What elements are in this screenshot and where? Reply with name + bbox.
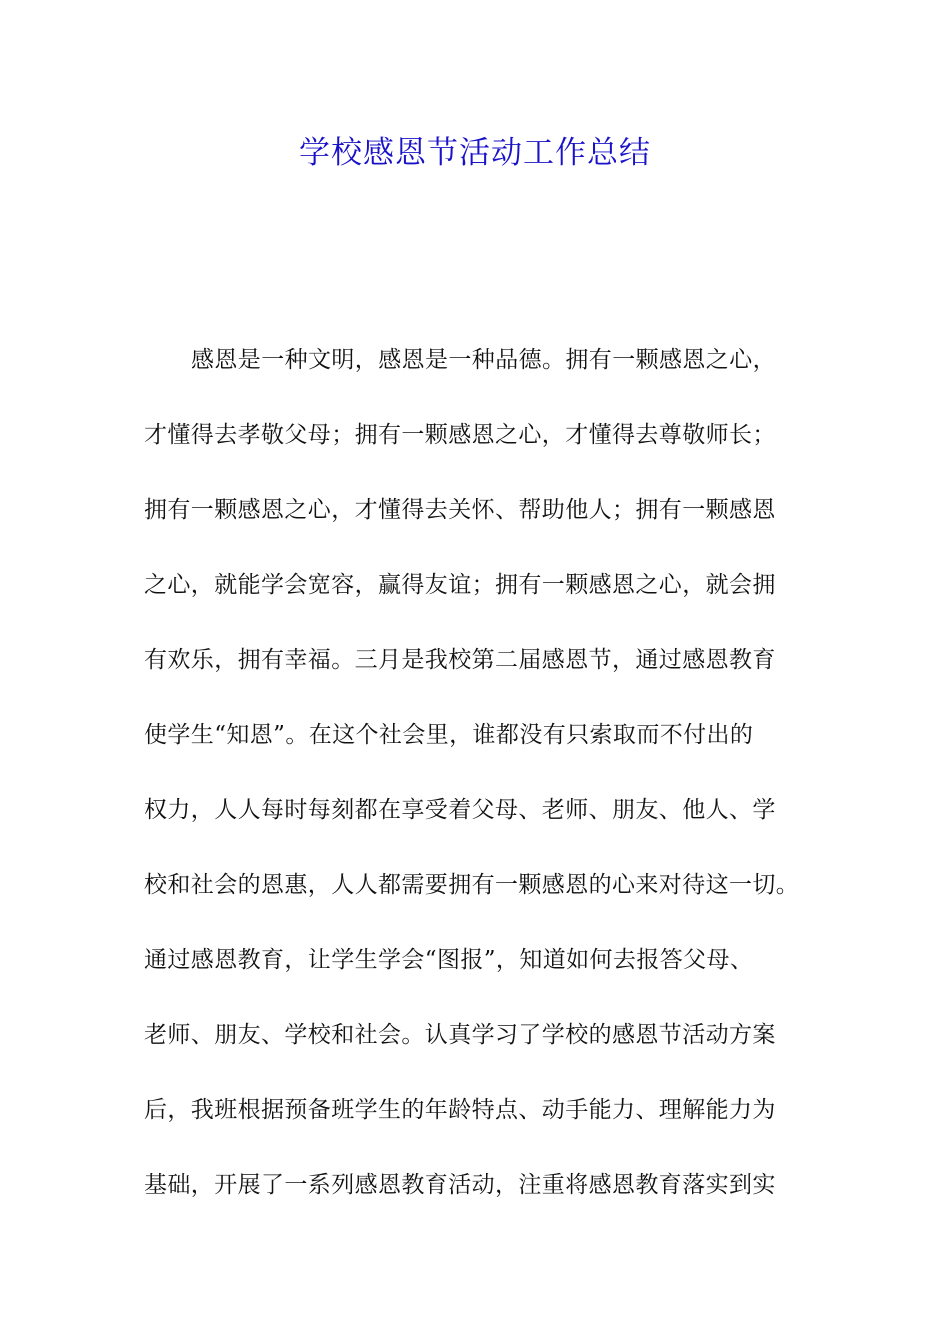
- body-line: 权力，人人每时每刻都在享受着父母、老师、朋友、他人、学: [144, 797, 776, 823]
- body-line: 有欢乐，拥有幸福。三月是我校第二届感恩节，通过感恩教育: [144, 647, 776, 673]
- body-line: 后，我班根据预备班学生的年龄特点、动手能力、理解能力为: [144, 1097, 776, 1123]
- body-line: 拥有一颗感恩之心，才懂得去关怀、帮助他人；拥有一颗感恩: [144, 497, 776, 523]
- body-line: 校和社会的恩惠，人人都需要拥有一颗感恩的心来对待这一切。: [144, 872, 800, 898]
- body-line: 通过感恩教育，让学生学会“图报”，知道如何去报答父母、: [144, 947, 754, 973]
- document-body: [144, 340, 844, 1240]
- body-line: 老师、朋友、学校和社会。认真学习了学校的感恩节活动方案: [144, 1022, 776, 1048]
- body-line: 才懂得去孝敬父母；拥有一颗感恩之心，才懂得去尊敬师长；: [144, 422, 776, 448]
- body-line: 之心，就能学会宽容，赢得友谊；拥有一颗感恩之心，就会拥: [144, 572, 776, 598]
- body-line: 感恩是一种文明，感恩是一种品德。拥有一颗感恩之心，: [191, 347, 776, 373]
- body-line: 基础，开展了一系列感恩教育活动，注重将感恩教育落实到实: [144, 1172, 776, 1198]
- body-line: 使学生“知恩”。在这个社会里，谁都没有只索取而不付出的: [144, 722, 754, 748]
- document-title: 学校感恩节活动工作总结: [299, 135, 651, 171]
